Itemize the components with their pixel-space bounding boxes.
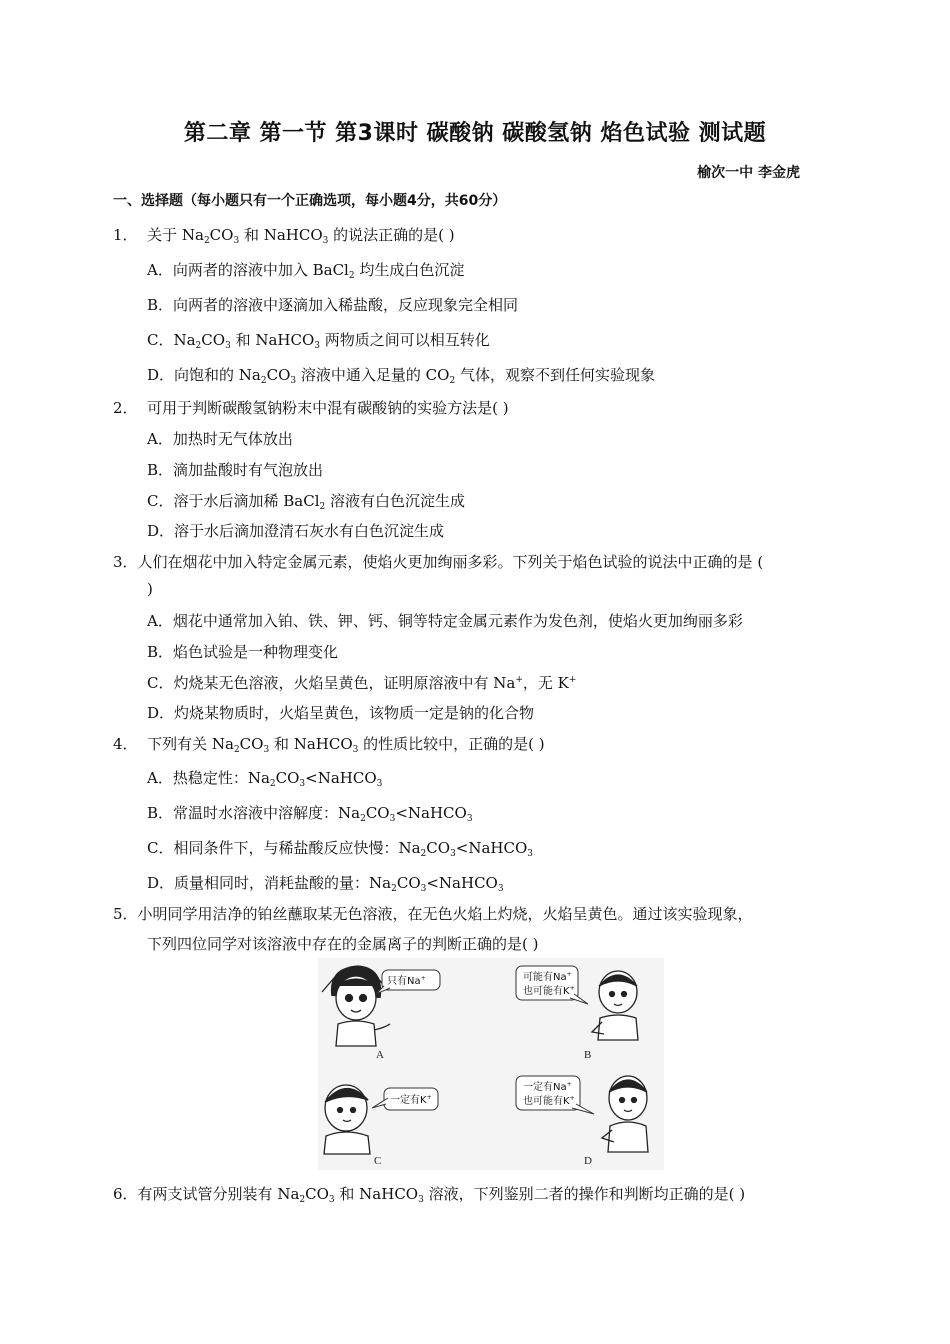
text: C．溶于水后滴加稀 BaCl — [147, 492, 320, 510]
text: CO — [209, 226, 234, 244]
subscript: 2 — [269, 779, 276, 789]
question-1-option-c — [147, 329, 490, 350]
question-6-stem — [113, 1183, 745, 1204]
subscript: 2 — [360, 814, 366, 824]
text: 和 NaHCO — [334, 1185, 419, 1203]
text: 的说法正确的是( ) — [328, 226, 455, 244]
text: C．灼烧某无色溶液，火焰呈黄色，证明原溶液中有 Na — [147, 674, 516, 692]
subscript: 3 — [420, 884, 427, 894]
subscript: 3 — [450, 849, 456, 859]
question-4-stem — [113, 733, 545, 754]
text: ，无 K — [522, 674, 569, 692]
question-2-option-a: A．加热时无气体放出 — [147, 430, 293, 448]
question-3-option-d: D．灼烧某物质时，火焰呈黄色，该物质一定是钠的化合物 — [147, 704, 535, 722]
question-2-option-d: D．溶于水后滴加澄清石灰水有白色沉淀生成 — [147, 522, 445, 540]
subscript: 3 — [233, 236, 240, 246]
subscript: 2 — [449, 376, 456, 386]
svg-text:也可能有K+ — [523, 984, 575, 997]
svg-text:也可能有K+ — [523, 1094, 575, 1107]
superscript: + — [566, 1081, 572, 1088]
text: CO — [201, 331, 226, 349]
question-1-option-a — [147, 259, 464, 280]
text: A．向两者的溶液中加入 BaCl — [147, 261, 349, 279]
text: CO — [239, 735, 264, 753]
text: CO — [365, 804, 390, 822]
superscript: + — [515, 675, 523, 685]
author-line: 榆次一中 李金虎 — [697, 165, 800, 181]
question-number: 5． — [113, 905, 138, 923]
question-number: 4． — [113, 735, 138, 753]
subscript: 3 — [497, 884, 504, 894]
question-number: 6． — [113, 1185, 138, 1203]
subscript: 2 — [260, 376, 267, 386]
text: <NaHCO — [426, 874, 498, 892]
question-2-stem — [113, 397, 509, 418]
student-c-illustration — [324, 1085, 370, 1154]
subscript: 2 — [299, 1195, 306, 1205]
question-number: 3． — [113, 553, 138, 571]
text: 关于 Na — [147, 226, 204, 244]
question-1-option-d — [147, 364, 655, 385]
text: 和 NaHCO — [269, 735, 353, 753]
text: 和 NaHCO — [239, 226, 323, 244]
text: 小明同学用洁净的铂丝蘸取某无色溶液，在无色火焰上灼烧，火焰呈黄色。通过该实验现象， — [137, 905, 753, 923]
subscript: 3 — [389, 814, 396, 824]
question-number: 1． — [113, 226, 138, 244]
superscript: + — [426, 1094, 432, 1101]
text: <NaHCO — [455, 839, 528, 857]
superscript: + — [568, 675, 577, 685]
question-3-option-a: A．烟花中通常加入铂、铁、钾、钙、铜等特定金属元素作为发色剂，使焰火更加绚丽多彩 — [147, 612, 743, 630]
question-3-stem-cont: ) — [147, 580, 153, 598]
text: D．质量相同时，消耗盐酸的量：Na — [147, 874, 392, 892]
subscript: 3 — [225, 341, 231, 351]
text: CO — [305, 1185, 329, 1203]
subscript: 2 — [195, 341, 202, 351]
subscript: 3 — [527, 849, 534, 859]
subscript: 2 — [391, 884, 397, 894]
text: C．相同条件下，与稀盐酸反应快慢：Na — [147, 839, 421, 857]
text: B．常温时水溶液中溶解度：Na — [147, 804, 361, 822]
figure-label-a: A — [376, 1049, 384, 1061]
subscript: 3 — [466, 814, 473, 824]
question-5-stem — [113, 903, 753, 924]
subscript: 3 — [263, 745, 270, 755]
section-heading: 一、选择题（每小题只有一个正确选项，每小题4分，共60分） — [113, 193, 507, 209]
question-3-stem — [113, 551, 763, 572]
text: 有两支试管分别装有 Na — [137, 1185, 300, 1203]
subscript: 3 — [314, 341, 320, 351]
text: 人们在烟花中加入特定金属元素，使焰火更加绚丽多彩。下列关于焰色试验的说法中正确的是 ( — [137, 553, 764, 571]
text: CO — [275, 769, 300, 787]
subscript: 3 — [290, 376, 297, 386]
superscript: + — [569, 1095, 575, 1102]
subscript: 2 — [203, 236, 210, 246]
subscript: 3 — [328, 1195, 335, 1205]
page-title: 第二章 第一节 第3课时 碳酸钠 碳酸氢钠 焰色试验 测试题 — [183, 121, 767, 146]
subscript: 3 — [376, 779, 383, 789]
superscript: + — [569, 985, 575, 992]
subscript: 3 — [352, 745, 359, 755]
bubble-d-line2: 也可能有K — [523, 1096, 570, 1107]
figure-label-c: C — [374, 1155, 382, 1167]
question-4-option-a — [147, 767, 382, 788]
figure-label-d: D — [584, 1155, 592, 1167]
text: 溶液有白色沉淀生成 — [325, 492, 466, 510]
question-3-option-b: B．焰色试验是一种物理变化 — [147, 643, 339, 661]
question-4-option-d — [147, 872, 504, 893]
text: 气体，观察不到任何实验现象 — [455, 366, 655, 384]
bubble-c-text: 一定有K — [390, 1095, 427, 1106]
svg-text:一定有K+ — [390, 1093, 432, 1106]
subscript: 2 — [233, 745, 240, 755]
superscript: + — [566, 971, 572, 978]
speech-bubble-a — [376, 970, 440, 994]
text: C．Na — [147, 331, 196, 349]
text: 均生成白色沉淀 — [354, 261, 465, 279]
question-1-stem — [113, 224, 455, 245]
question-3-option-c — [147, 672, 576, 693]
text: A．热稳定性：Na — [147, 769, 270, 787]
bubble-d-line1: 一定有Na — [523, 1082, 567, 1093]
subscript: 2 — [348, 271, 355, 281]
subscript: 3 — [299, 779, 306, 789]
speech-bubble-b — [516, 966, 588, 1004]
text: 的性质比较中，正确的是( ) — [358, 735, 545, 753]
question-5-figure — [318, 958, 664, 1170]
text: 溶液，下列鉴别二者的操作和判断均正确的是( ) — [423, 1185, 746, 1203]
text: <NaHCO — [395, 804, 467, 822]
text: 溶液中通入足量的 CO — [296, 366, 450, 384]
question-4-option-c — [147, 837, 533, 858]
question-4-option-b — [147, 802, 473, 823]
question-5-stem-cont: 下列四位同学对该溶液中存在的金属离子的判断正确的是( ) — [147, 935, 539, 953]
text: 下列有关 Na — [147, 735, 234, 753]
superscript: + — [420, 975, 426, 982]
bubble-b-line2: 也可能有K — [523, 986, 570, 997]
question-2-option-b: B．滴加盐酸时有气泡放出 — [147, 461, 324, 479]
subscript: 2 — [319, 502, 326, 512]
text: CO — [426, 839, 451, 857]
bubble-b-line1: 可能有Na — [523, 972, 567, 983]
text: CO — [396, 874, 421, 892]
svg-text:一定有Na+ — [523, 1080, 572, 1093]
svg-text:只有Na+ — [387, 974, 426, 987]
bubble-a-text: 只有Na — [387, 976, 421, 987]
question-number: 2． — [113, 399, 138, 417]
question-1-option-b: B．向两者的溶液中逐滴加入稀盐酸，反应现象完全相同 — [147, 296, 519, 314]
text: 和 NaHCO — [230, 331, 315, 349]
text: <NaHCO — [305, 769, 377, 787]
text: 可用于判断碳酸氢钠粉末中混有碳酸钠的实验方法是( ) — [147, 399, 509, 417]
text: 两物质之间可以相互转化 — [320, 331, 490, 349]
svg-text:可能有Na+ — [523, 970, 572, 983]
text: D．向饱和的 Na — [147, 366, 261, 384]
figure-label-b: B — [584, 1049, 592, 1061]
text: CO — [266, 366, 291, 384]
question-2-option-c — [147, 490, 465, 511]
subscript: 3 — [322, 236, 329, 246]
subscript: 3 — [418, 1195, 424, 1205]
subscript: 2 — [420, 849, 427, 859]
